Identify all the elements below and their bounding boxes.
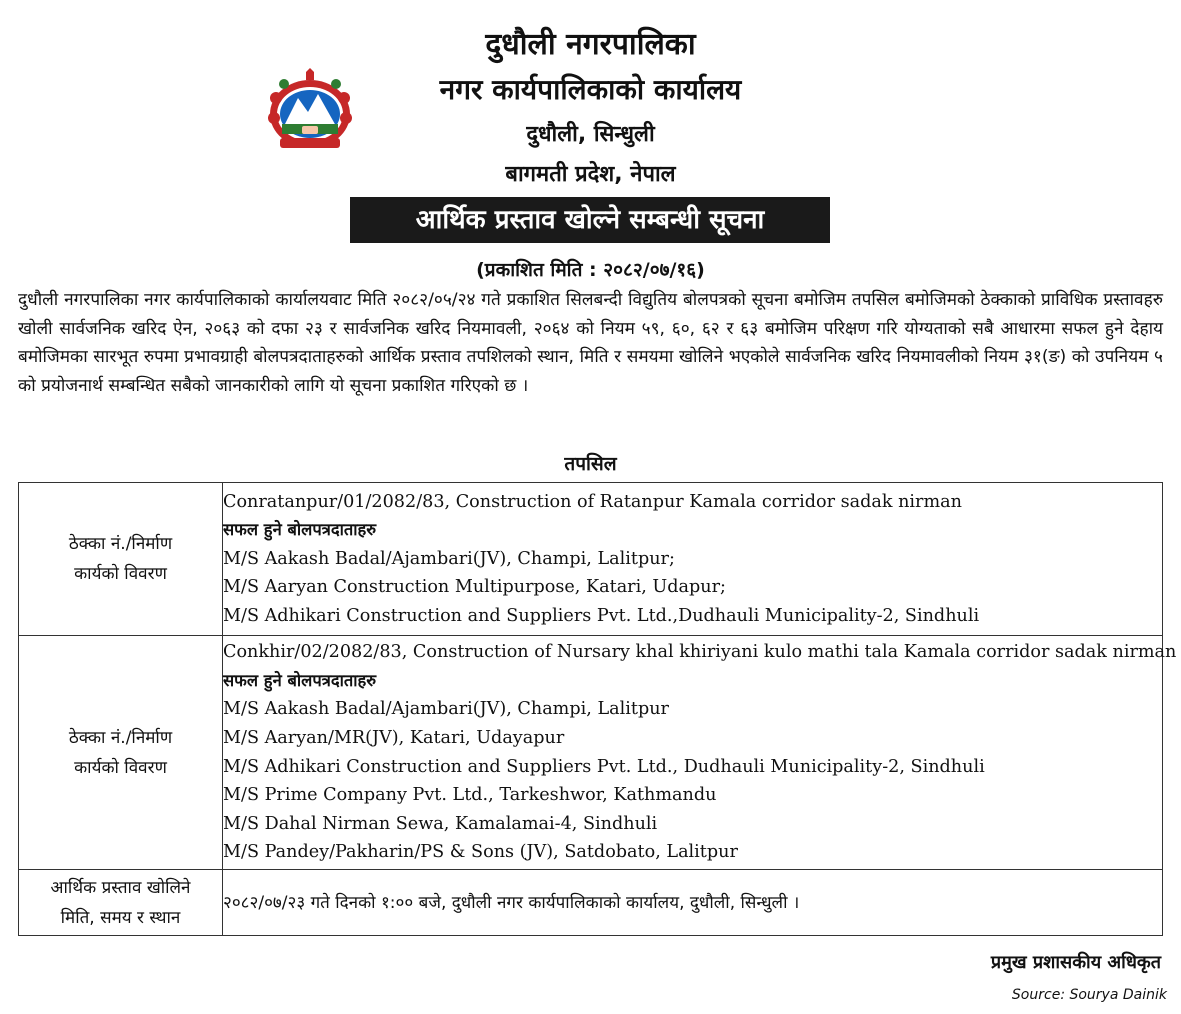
office-location: दुधौली, सिन्धुली <box>526 122 655 147</box>
opening-details: २०८२/०७/२३ गते दिनको १:०० बजे, दुधौली नगर कार्यपालिकाको कार्यालय, दुधौली, सिन्धुली । <box>223 870 1163 936</box>
table-row <box>19 483 1163 636</box>
table-row <box>19 636 1163 870</box>
contract-title: Conratanpur/01/2082/83, Construction of Ratanpur Kamala corridor sadak nirman <box>223 491 962 512</box>
contract-details <box>223 636 1177 870</box>
bidder-item: M/S Aaryan Construction Multipurpose, Katari, Udapur; <box>223 577 726 598</box>
notice-body: दुधौली नगरपालिका नगर कार्यपालिकाको कार्यालयवाट मिति २०८२/०५/२४ गते प्रकाशित सिलबन्दी विद्युतिय बोलपत्रको सूचना बमोजिम तपसिल बमोजिमको ठेक्काको प्राविधिक प्रस्तावहरु खोली सार्वजनिक खरिद ऐन, २०६३ को दफा २३ र सार्वजनिक खरिद नियमावली, २०६४ को नियम ५९, ६०, ६२ र ६३ बमोजिम परिक्षण गरि योग्यताको सबै आधारमा सफल हुने देहाय बमोजिमका सारभूत रुपमा प्रभावग्राही बोलपत्रदाताहरुको आर्थिक प्रस्ताव तपशिलको स्थान, मिति र समयमा खोलिने भएकोले सार्वजनिक खरिद नियमावलीको नियम ३१(ङ) को उपनियम ५ को प्रयोजनार्थ सम्बन्धित सबैको जानकारीको लागि यो सूचना प्रकाशित गरिएको छ । <box>18 290 1164 396</box>
row-label-line: मिति, समय र स्थान <box>60 907 181 928</box>
notice-title: आर्थिक प्रस्ताव खोल्ने सम्बन्धी सूचना <box>350 197 830 243</box>
row-label-line: ठेक्का नं./निर्माण <box>68 534 173 554</box>
contract-title: Conkhir/02/2082/83, Construction of Nursary khal khiriyani kulo mathi tala Kamala corridor sadak nirman <box>223 642 1177 663</box>
bidder-item: M/S Prime Company Pvt. Ltd., Tarkeshwor, Kathmandu <box>223 785 717 806</box>
bidder-item: M/S Aaryan/MR(JV), Katari, Udayapur <box>223 727 565 748</box>
published-date: (प्रकाशित मिति : २०८२/०७/१६) <box>476 259 705 281</box>
bidder-item: M/S Aakash Badal/Ajambari(JV), Champi, Lalitpur; <box>223 548 675 569</box>
row-label-line: कार्यको विवरण <box>74 757 167 778</box>
bidder-item: M/S Adhikari Construction and Suppliers Pvt. Ltd.,Dudhauli Municipality-2, Sindhuli <box>223 605 980 626</box>
signatory-title: प्रमुख प्रशासकीय अधिकृत <box>990 952 1161 973</box>
bidder-item: M/S Pandey/Pakharin/PS & Sons (JV), Satdobato, Lalitpur <box>223 842 738 863</box>
row-label <box>19 870 223 936</box>
source-credit: Source: Sourya Dainik <box>1011 987 1167 1003</box>
office-name: नगर कार्यपालिकाको कार्यालय <box>439 73 742 106</box>
schedule-title: तपसिल <box>564 453 617 475</box>
row-label <box>19 636 223 870</box>
contract-details <box>223 483 1163 636</box>
bidder-item: M/S Adhikari Construction and Suppliers Pvt. Ltd., Dudhauli Municipality-2, Sindhuli <box>223 756 985 777</box>
row-label-line: ठेक्का नं./निर्माण <box>68 727 173 748</box>
table-row <box>19 870 1163 936</box>
row-label-line: कार्यको विवरण <box>74 564 167 584</box>
bidder-item: M/S Aakash Badal/Ajambari(JV), Champi, Lalitpur <box>223 699 669 720</box>
row-label <box>19 483 223 636</box>
province-name: बागमती प्रदेश, नेपाल <box>505 162 676 187</box>
row-label-line: आर्थिक प्रस्ताव खोलिने <box>50 877 191 898</box>
schedule-table <box>18 482 1177 936</box>
bidders-heading: सफल हुने बोलपत्रदाताहरु <box>223 670 377 690</box>
municipality-name: दुधौली नगरपालिका <box>485 27 696 62</box>
bidder-item: M/S Dahal Nirman Sewa, Kamalamai-4, Sindhuli <box>223 813 658 834</box>
bidders-heading: सफल हुने बोलपत्रदाताहरु <box>223 520 377 540</box>
